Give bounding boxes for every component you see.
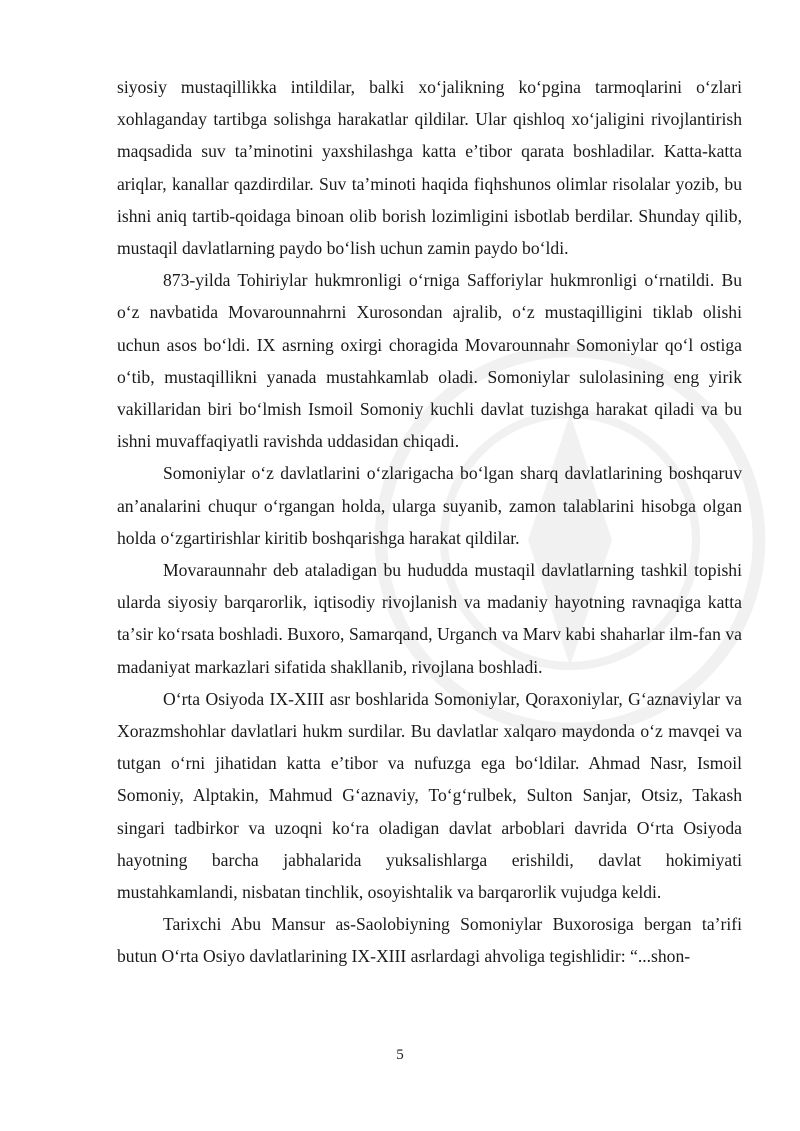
page-number: 5 [396, 1047, 404, 1063]
paragraph-6: Tarixchi Abu Mansur as-Saolobiyning Somoniylar Buxorosiga bergan taʼrifi butun Oʻrta Osiyo davlatlarining IX-XIII asrlardagi ahvoliga tegishlidir: “...shon- [117, 914, 742, 967]
paragraph-4: Movaraunnahr deb ataladigan bu hududda mustaqil davlatlarning tashkil topishi ularda siyosiy barqarorlik, iqtisodiy rivojlanish va madaniy hayotning ravnaqiga katta taʼsir koʻrsata boshladi. Buxoro, Samarqand, Urganch va Marv kabi shaharlar ilm-fan va madaniyat markazlari sifatida shakllanib, rivojlana boshladi. [117, 560, 742, 677]
paragraph-2: 873-yilda Tohiriylar hukmronligi oʻrniga Safforiylar hukmronligi oʻrnatildi. Bu oʻz navbatida Movarounnahrni Xurosondan ajralib, oʻz mustaqilligini tiklab olishi uchun asos boʻldi. IX asrning oxirgi choragida Movarounnahr Somoniylar qoʻl ostiga oʻtib, mustaqillikni yanada mustahkamlab oladi. Somoniylar sulolasining eng yirik vakillaridan biri boʻlmish Ismoil Somoniy kuchli davlat tuzishga harakat qiladi va bu ishni muvaffaqiyatli ravishda uddasidan chiqadi. [117, 270, 742, 452]
document-body [117, 71, 742, 973]
paragraph-1: siyosiy mustaqillikka intildilar, balki xoʻjalikning koʻpgina tarmoqlarini oʻzlari xohlaganday tartibga solishga harakatlar qildilar. Ular qishloq xoʻjaligini rivojlantirish maqsadida suv taʼminotini yaxshilashga katta eʼtibor qarata boshladilar. Katta-katta ariqlar, kanallar qazdirdilar. Suv taʼminoti haqida fiqhshunos olimlar risolalar yozib, bu ishni aniq tartib-qoidaga binoan olib borish lozimligini isbotlab berdilar. Shunday qilib, mustaqil davlatlarning paydo boʻlish uchun zamin paydo boʻldi. [117, 77, 742, 259]
paragraph-5: Oʻrta Osiyoda IX-XIII asr boshlarida Somoniylar, Qoraxoniylar, Gʻaznaviylar va Xorazmshohlar davlatlari hukm surdilar. Bu davlatlar xalqaro maydonda oʻz mavqei va tutgan oʻrni jihatidan katta eʼtibor va nufuzga ega boʻldilar. Ahmad Nasr, Ismoil Somoniy, Alptakin, Mahmud Gʻaznaviy, Toʻgʻrulbek, Sulton Sanjar, Otsiz, Takash singari tadbirkor va uzoqni koʻra oladigan davlat arboblari davrida Oʻrta Osiyoda hayotning barcha jabhalarida yuksalishlarga erishildi, davlat hokimiyati mustahkamlandi, nisbatan tinchlik, osoyishtalik va barqarorlik vujudga keldi. [117, 688, 742, 903]
paragraph-3: Somoniylar oʻz davlatlarini oʻzlarigacha boʻlgan sharq davlatlarining boshqaruv anʼanalarini chuqur oʻrgangan holda, ularga suyanib, zamon talablarini hisobga olgan holda oʻzgartirishlar kiritib boshqarishga harakat qildilar. [117, 463, 742, 548]
